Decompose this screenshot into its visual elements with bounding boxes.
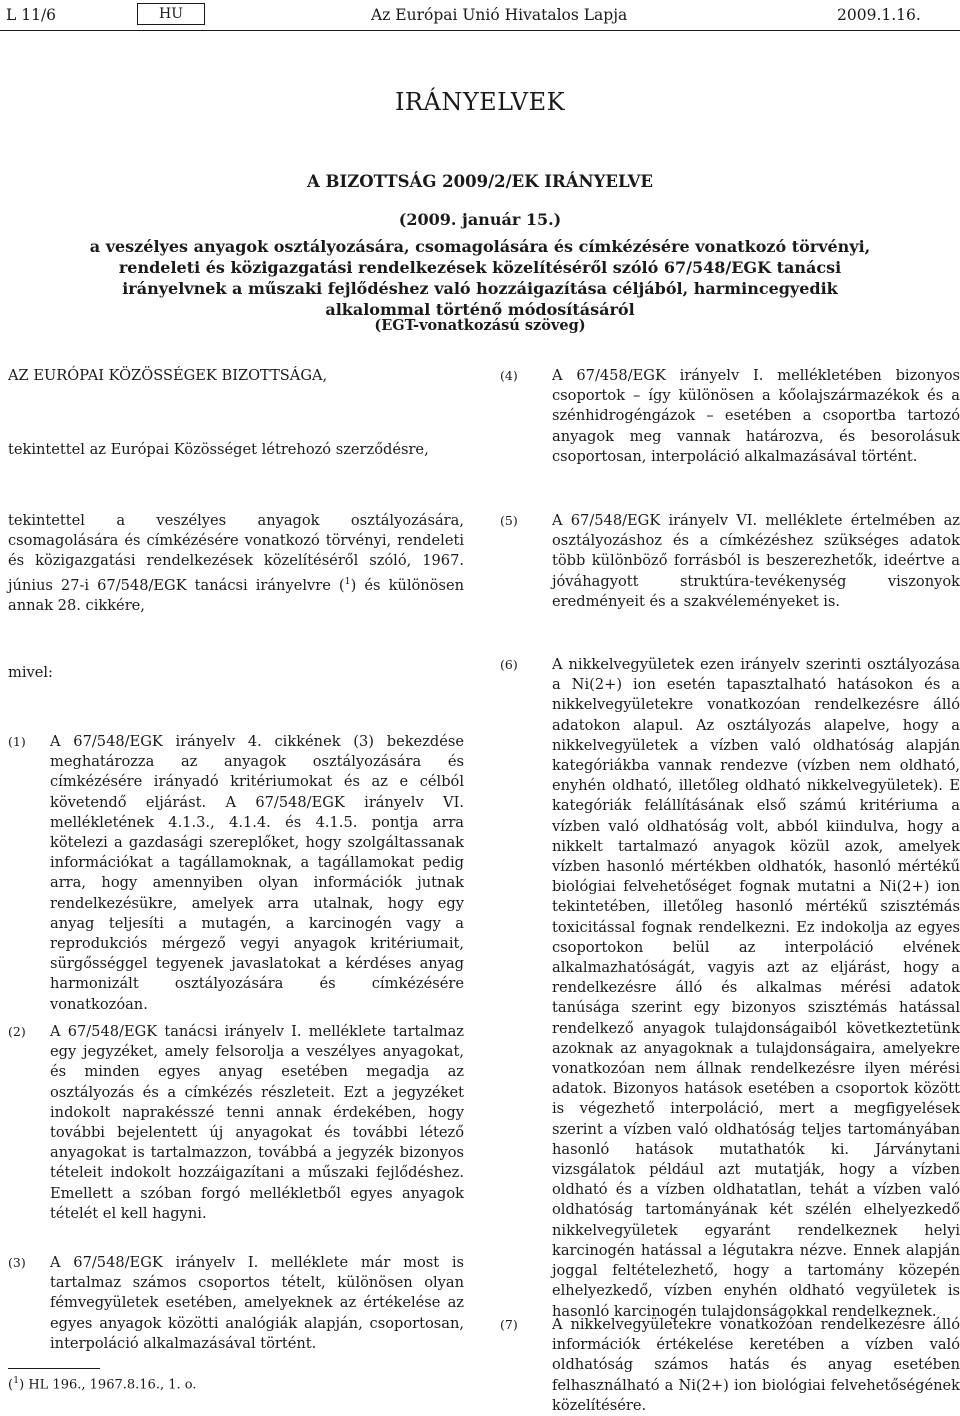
publication-date: 2009.1.16. bbox=[837, 6, 921, 24]
recital-number: (5) bbox=[500, 513, 518, 528]
directive-date: (2009. január 15.) bbox=[398, 210, 562, 229]
footnote-divider bbox=[8, 1368, 100, 1369]
footnote-number: 1 bbox=[13, 1375, 20, 1386]
directive-title: A BIZOTTSÁG 2009/2/EK IRÁNYELVE bbox=[307, 172, 653, 191]
having-regard-directive bbox=[8, 511, 464, 616]
having-regard-directive-text: tekintettel a veszélyes anyagok osztályozására, csomagolására és címkézésére vonatkozó törvényi, rendeleti és közigazgatási rendelkezések közelítéséről szóló, 1967. június 27-i 67/548/EGK tanácsi irányelvre ( bbox=[8, 512, 464, 594]
recital-number: (2) bbox=[8, 1024, 26, 1039]
footnote-text: HL 196., 1967.8.16., 1. o. bbox=[28, 1377, 197, 1393]
journal-name: Az Európai Unió Hivatalos Lapja bbox=[371, 6, 628, 24]
page-reference: L 11/6 bbox=[6, 6, 57, 24]
header-divider bbox=[0, 30, 960, 31]
language-code-box: HU bbox=[137, 3, 205, 25]
recital-text: A 67/548/EGK tanácsi irányelv I. melléklete tartalmaz egy jegyzéket, amely felsorolja a veszélyes anyagokat, és minden egyes anyag esetében megadja az osztályozás és a címkézés részleteit. Ezt a jegyzéket indokolt naprakésszé tenni annak érdekében, hogy további bejelentett új anyagokat és további létező anyagokat is tartalmazzon, továbbá a jegyzék bizonyos tételeit indokolt hozzáigazítani a műszaki fejlődéshez. Emellett a szóban forgó mellékletből egyes anyagok tételét el kell hagyni. bbox=[50, 1023, 464, 1222]
recital-text: A nikkelvegyületek ezen irányelv szerinti osztályozása a Ni(2+) ion esetén tapasztalható hatásokon és a nikkelvegyületekre vonatkozóan rendelkezésre álló adatokon alapul. Az osztályozás alapelve, hogy a nikkelvegyületek a vízben való oldhatóság alapján kategóriákba vannak rendezve (vízben nem oldható, enyhén oldható, illetőleg oldható nikkelvegyületek). E kategóriák felállításának első számú kritériuma a vízben való oldhatóság volt, abból kiindulva, hogy a nikkelt tartalmazó anyagok közül azok, amelyek vízben hasonló mértékben oldhatók, hasonló mértékű biológiai felvehetőséget fognak mutatni a Ni(2+) ion tekintetében, illetőleg hasonló mértékű szisztémás toxicitással fognak rendelkezni. Ez indokolja az egyes csoportokon belül az interpoláció elvének alkalmazhatóságát, vagyis azt az eljárást, hogy a rendelkezésre álló és alkalmas mérési adatok tanúsága szerint egy bizonyos szisztémás hatással rendelkező anyagok tulajdonságaiból következtetünk azoknak az anyagoknak a tulajdonságaira, amelyekre vonatkozóan nem állnak rendelkezésre ilyen mérési adatok. Bizonyos hatások esetében a csoportok között is végezhető interpoláció, mert a megfigyelések szerint a vízben való oldhatóság teljes tartományában hasonló hatások mutathatók ki. Járványtani vizsgálatok például azt mutatják, hogy a vízben oldható és a vízben oldhatatlan, tehát a vízben való oldhatóság tartományának két szélén elhelyezkedő nikkelvegyületek egyaránt rendelkeznek helyi karcinogén hatással a légutakra nézve. Ennek alapján joggal feltételezhető, hogy a tartomány közepén elhelyezkedő, vízben enyhén oldható vegyületek is hasonló karcinogén tulajdonságokkal rendelkeznek. bbox=[552, 656, 960, 1320]
recital-number: (3) bbox=[8, 1255, 26, 1270]
recital-text: A 67/548/EGK irányelv I. melléklete már most is tartalmaz számos csoportos tételt, különösen olyan fémvegyületek esetében, amelyeknek az értékelése az egyes anyagok közötti analógiák alapján, csoportosan, interpoláció alkalmazásával történt. bbox=[50, 1254, 464, 1352]
recital-text: A nikkelvegyületekre vonatkozóan rendelkezésre álló információk értékelése keretében a vízben való oldhatóság számos hatás és anyag esetében felhasználható a Ni(2+) ion biológiai felvehetőségének közelítésére. bbox=[552, 1316, 960, 1414]
recital-text: A 67/458/EGK irányelv I. mellékletében bizonyos csoportok – így különösen a kőolajszármazékok és a szénhidrogéngázok – esetében a csoportba tartozó anyagok meg vannak határozva, és besorolásuk csoportosan, interpoláció alkalmazásával történt. bbox=[552, 367, 960, 465]
commission-heading: AZ EURÓPAI KÖZÖSSÉGEK BIZOTTSÁGA, bbox=[8, 367, 328, 384]
whereas-label: mivel: bbox=[8, 664, 53, 681]
recital-number: (1) bbox=[8, 734, 26, 749]
running-header bbox=[0, 0, 960, 30]
recital-text: A 67/548/EGK irányelv 4. cikkének (3) bekezdése meghatározza az anyagok osztályozására és címkézésére irányadó kritériumokat és az e célból követendő eljárást. A 67/548/EGK irányelv VI. mellékletének 4.1.3., 4.1.4. és 4.1.5. pontja arra kötelezi a gazdasági szereplőket, hogy szolgáltassanak információkat a tagállamoknak, a tagállamokat pedig arra, hogy amennyiben olyan információk jutnak rendelkezésükre, amelyek arra utalnak, hogy egy anyag teljesíti a mutagén, a karcinogén vagy a reprodukciós mérgező vegyi anyagok kritériumait, sürgősséggel tegyenek javaslatokat a kérdéses anyag harmonizált osztályozására és címkézésére vonatkozóan. bbox=[50, 733, 464, 1013]
eea-relevance: (EGT-vonatkozású szöveg) bbox=[374, 317, 586, 334]
directive-subject: a veszélyes anyagok osztályozására, csomagolására és címkézésére vonatkozó törvényi, rendeleti és közigazgatási rendelkezések közelítéséről szóló 67/548/EGK tanácsi irányelvnek a műszaki fejlődéshez való hozzáigazítása céljából, harmincegyedik alkalommal történő módosításáról bbox=[89, 237, 871, 319]
having-regard-directive-text-end: ) és különösen annak 28. cikkére, bbox=[8, 576, 464, 614]
footnote: ($^1$) HL 196., 1967.8.16., 1. o. bbox=[8, 1375, 197, 1393]
recital-number: (6) bbox=[500, 657, 518, 672]
recital-number: (7) bbox=[500, 1317, 518, 1332]
section-title: IRÁNYELVEK bbox=[394, 88, 566, 116]
having-regard-treaty: tekintettel az Európai Közösséget létrehozó szerződésre, bbox=[8, 441, 429, 458]
recital-text: A 67/548/EGK irányelv VI. melléklete értelmében az osztályozáshoz és a címkézéshez szükséges adatok több különböző forrásból is beszerezhetők, ideértve a jóváhagyott struktúra-tevékenység viszonyok eredményeit és a szakvéleményeket is. bbox=[552, 512, 960, 610]
recital-number: (4) bbox=[500, 368, 518, 383]
footnote-reference[interactable]: 1 bbox=[344, 575, 351, 587]
